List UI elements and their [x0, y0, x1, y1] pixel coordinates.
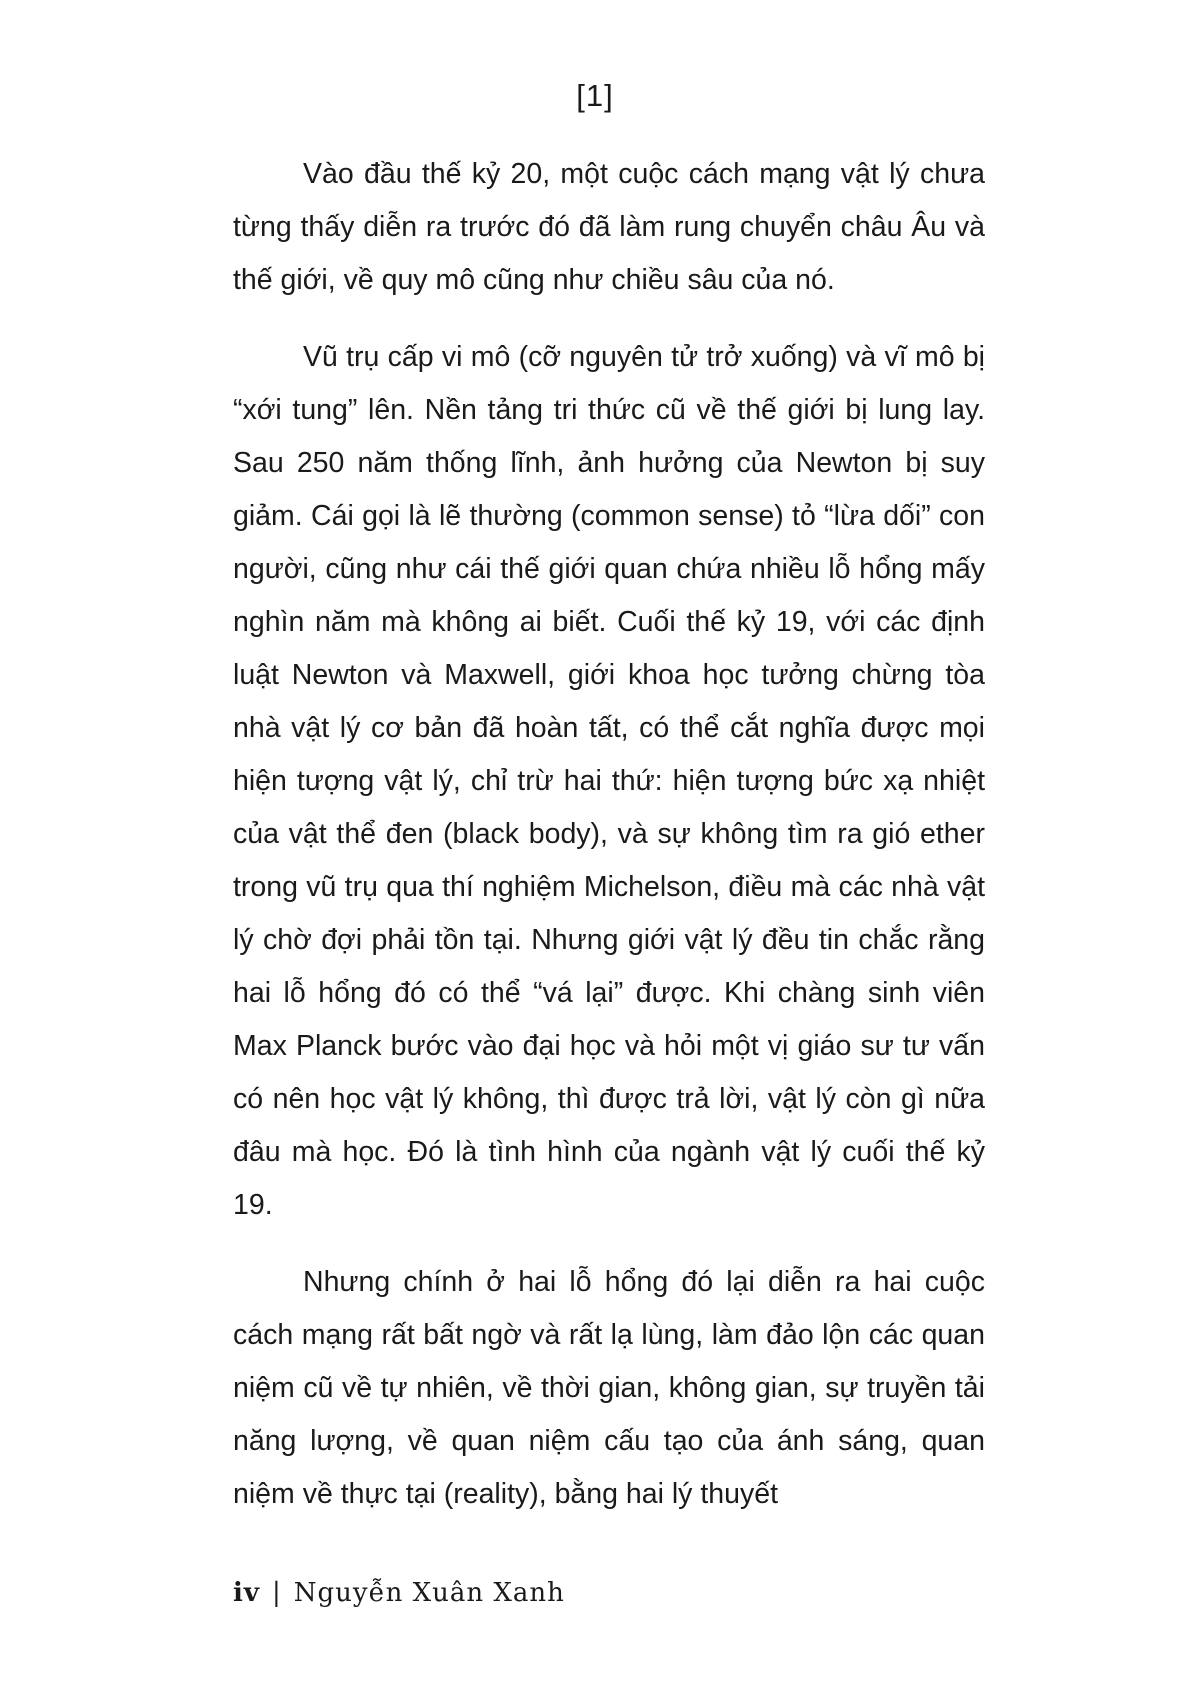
paragraph-1: Vào đầu thế kỷ 20, một cuộc cách mạng vật lý chưa từng thấy diễn ra trước đó đã làm rung chuyển châu Âu và thế giới, về quy mô cũng như chiều sâu của nó. [233, 158, 985, 296]
page-number: iv [233, 1578, 260, 1608]
page-footer [233, 1578, 565, 1608]
paragraph-3: Nhưng chính ở hai lỗ hổng đó lại diễn ra hai cuộc cách mạng rất bất ngờ và rất lạ lùng, làm đảo lộn các quan niệm cũ về tự nhiên, về thời gian, không gian, sự truyền tải năng lượng, về quan niệm cấu tạo của ánh sáng, quan niệm về thực tại (reality), bằng hai lý thuyết [233, 1266, 985, 1510]
page-marker: [1] [576, 78, 614, 113]
footer-separator: | [271, 1578, 282, 1608]
paragraph-2: Vũ trụ cấp vi mô (cỡ nguyên tử trở xuống) và vĩ mô bị “xới tung” lên. Nền tảng tri thức cũ về thế giới bị lung lay. Sau 250 năm thống lĩnh, ảnh hưởng của Newton bị suy giảm. Cái gọi là lẽ thường (common sense) tỏ “lừa dối” con người, cũng như cái thế giới quan chứa nhiều lỗ hổng mấy nghìn năm mà không ai biết. Cuối thế kỷ 19, với các định luật Newton và Maxwell, giới khoa học tưởng chừng tòa nhà vật lý cơ bản đã hoàn tất, có thể cắt nghĩa được mọi hiện tượng vật lý, chỉ trừ hai thứ: hiện tượng bức xạ nhiệt của vật thể đen (black body), và sự không tìm ra gió ether trong vũ trụ qua thí nghiệm Michelson, điều mà các nhà vật lý chờ đợi phải tồn tại. Nhưng giới vật lý đều tin chắc rằng hai lỗ hổng đó có thể “vá lại” được. Khi chàng sinh viên Max Planck bước vào đại học và hỏi một vị giáo sư tư vấn có nên học vật lý không, thì được trả lời, vật lý còn gì nữa đâu mà học. Đó là tình hình của ngành vật lý cuối thế kỷ 19. [233, 341, 985, 1221]
author-name: Nguyễn Xuân Xanh [293, 1578, 565, 1608]
body-text [233, 148, 985, 1545]
